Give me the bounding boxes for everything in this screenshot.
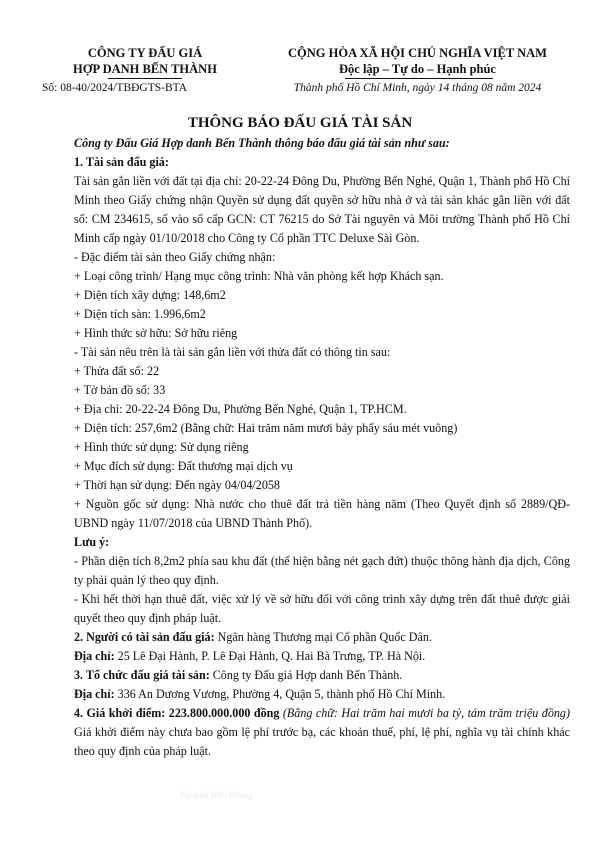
address-label: Địa chỉ: (74, 649, 115, 663)
features-label: - Đặc điểm tài sản theo Giấy chứng nhận: (74, 250, 276, 264)
land-origin: + Nguồn gốc sử dụng: Nhà nước cho thuê đất trả tiền hàng năm (Theo Quyết định số 2889/QĐ-UBND ngày 11/07/2018 của UBND Thành Phố). (74, 497, 570, 530)
section4-paragraph (74, 704, 570, 761)
address-label: Địa chỉ: (74, 687, 115, 701)
document-number: Số: 08-40/2024/TBĐGTS-BTA (42, 82, 188, 94)
address-value: 336 An Dương Vương, Phường 4, Quận 5, thành phố Hồ Chí Minh. (114, 687, 446, 701)
faint-signature: Nguyễn Hữu Hoàng (180, 790, 253, 800)
asset-description: Tài sản gắn liền với đất tại địa chỉ: 20-22-24 Đông Du, Phường Bến Nghé, Quận 1, Thành phố Hồ Chí Minh theo Giấy chứng nhận Quyền sử dụng đất quyền sở hữu nhà ở và tài sản khác gắn liền với đất số: CM 234615, số vào sổ cấp GCN: CT 76215 do Sở Tài nguyên và Môi trường Thành phố Hồ Chí Minh cấp ngày 01/10/2018 cho Công ty Cổ phần TTC Deluxe Sài Gòn. (74, 174, 570, 245)
motto-underline (345, 78, 493, 79)
feature-item: + Diện tích xây dựng: 148,6m2 (74, 288, 226, 302)
page-title: THÔNG BÁO ĐẤU GIÁ TÀI SẢN (187, 115, 413, 131)
document-body (74, 134, 570, 761)
feature-item: + Hình thức sở hữu: Sở hữu riêng (74, 326, 238, 340)
company-underline (108, 78, 182, 79)
company-name-line1: CÔNG TY ĐẤU GIÁ (87, 46, 203, 60)
note-heading: Lưu ý: (74, 535, 110, 549)
land-label: - Tài sản nêu trên là tài sản gắn liền với thửa đất có thông tin sau: (74, 345, 391, 359)
intro-line: Công ty Đấu Giá Hợp danh Bến Thành thông báo đấu giá tài sản như sau: (74, 136, 450, 150)
country-name: CỘNG HÒA XÃ HỘI CHỦ NGHĨA VIỆT NAM (288, 46, 547, 60)
section3-value: Công ty Đấu giá Hợp danh Bến Thành. (209, 668, 403, 682)
address-value: 25 Lê Đại Hành, P. Lê Đại Hành, Q. Hai Bà Trưng, TP. Hà Nội. (114, 649, 426, 663)
section2-label: 2. Người có tài sản đấu giá: (74, 630, 215, 644)
land-item: + Tờ bản đồ số: 33 (74, 383, 166, 397)
land-item: + Thời hạn sử dụng: Đến ngày 04/04/2058 (74, 478, 280, 492)
price-note: Giá khởi điểm này chưa bao gồm lệ phí trước bạ, các khoản thuế, phí, lệ phí, nghĩa vụ tài chính khác theo quy định của pháp luật. (74, 725, 570, 758)
land-item: + Diện tích: 257,6m2 (Bằng chữ: Hai trăm năm mươi bảy phẩy sáu mét vuông) (74, 421, 458, 435)
section1-heading: 1. Tài sản đấu giá: (74, 155, 169, 169)
section3-label: 3. Tổ chức đấu giá tài sản: (74, 668, 210, 682)
company-name-line2: HỢP DANH BẾN THÀNH (73, 62, 217, 76)
price-in-words: (Bằng chữ: Hai trăm hai mươi ba tỷ, tám trăm triệu đồng) (279, 706, 570, 720)
note-item: - Khi hết thời hạn thuê đất, việc xử lý về sở hữu đối với công trình xây dựng trên đất thuê được giải quyết theo quy định pháp luật. (74, 592, 570, 625)
land-item: + Mục đích sử dụng: Đất thương mại dịch vụ (74, 459, 293, 473)
feature-item: + Loại công trình/ Hạng mục công trình: Nhà văn phòng kết hợp Khách sạn. (74, 269, 444, 283)
land-item: + Hình thức sử dụng: Sử dụng riêng (74, 440, 249, 454)
section2-line (74, 628, 570, 647)
place-date: Thành phố Hồ Chí Minh, ngày 14 tháng 08 năm 2024 (293, 82, 542, 94)
section2-address (74, 647, 570, 666)
section4-label: 4. Giá khởi điểm: (74, 706, 169, 720)
note-item: - Phần diện tích 8,2m2 phía sau khu đất (thể hiện bằng nét gạch đứt) thuộc thông hành địa dịch, Công ty phải quản lý theo quy định. (74, 554, 570, 587)
feature-item: + Diện tích sàn: 1.996,6m2 (74, 307, 206, 321)
country-motto: Độc lập – Tự do – Hạnh phúc (339, 62, 496, 76)
starting-price: 223.800.000.000 đồng (168, 706, 280, 720)
section3-address (74, 685, 570, 704)
section2-value: Ngân hàng Thương mại Cổ phần Quốc Dân. (214, 630, 432, 644)
land-item: + Thửa đất số: 22 (74, 364, 160, 378)
land-item: + Địa chỉ: 20-22-24 Đông Du, Phường Bến Nghé, Quận 1, TP.HCM. (74, 402, 407, 416)
section3-line (74, 666, 570, 685)
document-header (0, 40, 600, 120)
